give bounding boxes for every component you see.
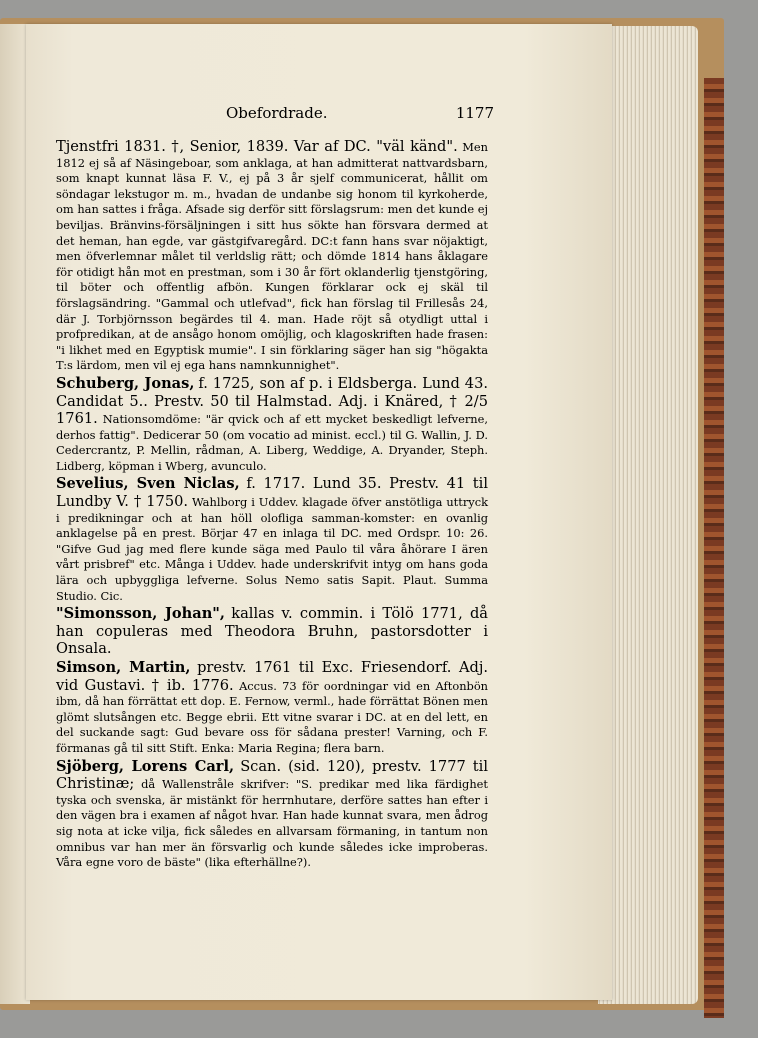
running-head: Obefordrade. [226,104,328,122]
entry-text: Nationsomdöme: "är qvick och af ett mycket beskedligt lefverne, derhos fattig". Dedicerar 50 (om vocatio ad minist. eccl.) til G. Wallin, J. D. Cedercrantz, P. Mellin, rådman, A. Liberg, Weddige, A. Dryander, Steph. Lidberg, köpman i Wberg, avunculo. [56,412,489,473]
page-edges [598,26,698,1004]
entry-text: Men 1812 ej så af Näsingeboar, som anklaga, at han admitterat nattvardsbarn, som knapt kunnat läsa F. V., ej på 3 år sjelf communicerat, hållit om söndagar lekstugor m. m., hvadan de undanbe sig honom til kyrkoherde, om han sattes i fråga. Afsade sig derför sitt förslagsrum: men det kunde ej beviljas. Bränvins-försäljningen i sitt hus sökte han försvara dermed at det heman, han egde, var gästgifvaregård. DC:t fann hans svar nöjaktigt, men öfverlemnar målet til verldslig rätt; och dömde 1814 hans åklagare för otidigt hån mot en prestman, som i 30 år fört oklanderlig tjenstgöring, til böter och offentlig afbön. Kungen förklarar ock ej skäl til förslagsändring. "Gammal och utlefvad", fick han förslag til Frillesås 24, där J. Torbjörnsson begärdes til 4. man. Hade röjt så otydligt uttal i profpredikan, at de ansågo honom omöjlig, och klagoskriften hade frasen: "i likhet med en Egyptisk mumie". I sin förklaring säger han sig "högakta T:s lärdom, men vil ej ega hans namnkunnighet". [56,140,488,373]
book-spine-edge [704,78,724,1018]
entry-paragraph [56,375,488,475]
entry-paragraph [56,475,488,604]
entry-name: Sevelius, Sven Niclas, [56,475,240,493]
entry-paragraph [56,758,488,871]
entry-lead: Scan. (sid. 120), prestv. 1777 til Christinæ; [56,757,488,793]
entry-name: Schuberg, Jonas, [56,374,195,392]
entry-lead: kallas v. commin. i Tölö 1771, då han copuleras med Theodora Bruhn, pastorsdotter i Onsala. [56,605,488,658]
entry-name: Sjöberg, Lorens Carl, [56,757,235,775]
page-number: 1177 [455,104,494,122]
entry-text: Accus. 73 för oordningar vid en Aftonbön ibm, då han förrättat ett dop. E. Fernow, verml., hade förrättat Bönen men glömt slutsången etc. Begge ebrii. Ett vitne svarar i DC. at en del lett, en del suckande sagt: Gud bevare oss för sådana prester! Varning, och F. förmanas gå til sitt Stift. Enka: Maria Regina; flera barn. [56,678,489,755]
entry-text: då Wallenstråle skrifver: "S. predikar med lika färdighet tyska och svenska, är mistänkt för herrnhutare, derföre sattes han efter i den vägen bra i examen af något hvar. Han hade kunnat svara, men ådrog sig nota at icke vilja, fick således en allvarsam förmaning, in tantum non omnibus var han mer än försvarlig och kunde således icke improberas. Våra egne voro de bäste" (lika efterhällne?). [56,777,488,870]
entry-text: Wahlborg i Uddev. klagade öfver anstötliga uttryck i predikningar och at han höll olofliga samman-komster: en ovanlig anklagelse på en prest. Börjar 47 en inlaga til DC. med Ordspr. 10: 26. "Gifve Gud jag med flere kunde säga med Paulo til våra åhörare I ären vårt prisbref" etc. Många i Uddev. hade underskrifvit intyg om hans goda lära och upbyggliga lefverne. Solus Nemo satis Sapit. Plaut. Summa Studio. Cic. [56,495,488,603]
book-page [26,24,612,1000]
entry-lead: Tjenstfri 1831. †, Senior, 1839. Var af DC. "väl känd". [56,138,458,155]
page-body [56,138,488,872]
entry-name: "Simonsson, Johan", [56,605,225,623]
entry-paragraph [56,605,488,658]
page-header [56,104,494,128]
entry-lead: f. 1725, son af p. i Eldsberga. Lund 43. Candidat 5.. Prestv. 50 til Halmstad. Adj. i Knäred, † 2/5 1761. [56,374,488,428]
entry-paragraph [56,659,488,757]
entry-lead: f. 1717. Lund 35. Prestv. 41 til Lundby V. † 1750. [56,475,488,511]
entry-name: Simson, Martin, [56,659,191,676]
entry-lead: prestv. 1761 til Exc. Friesendorf. Adj. vid Gustavi. † ib. 1776. [56,659,488,694]
entry-paragraph [56,138,488,374]
